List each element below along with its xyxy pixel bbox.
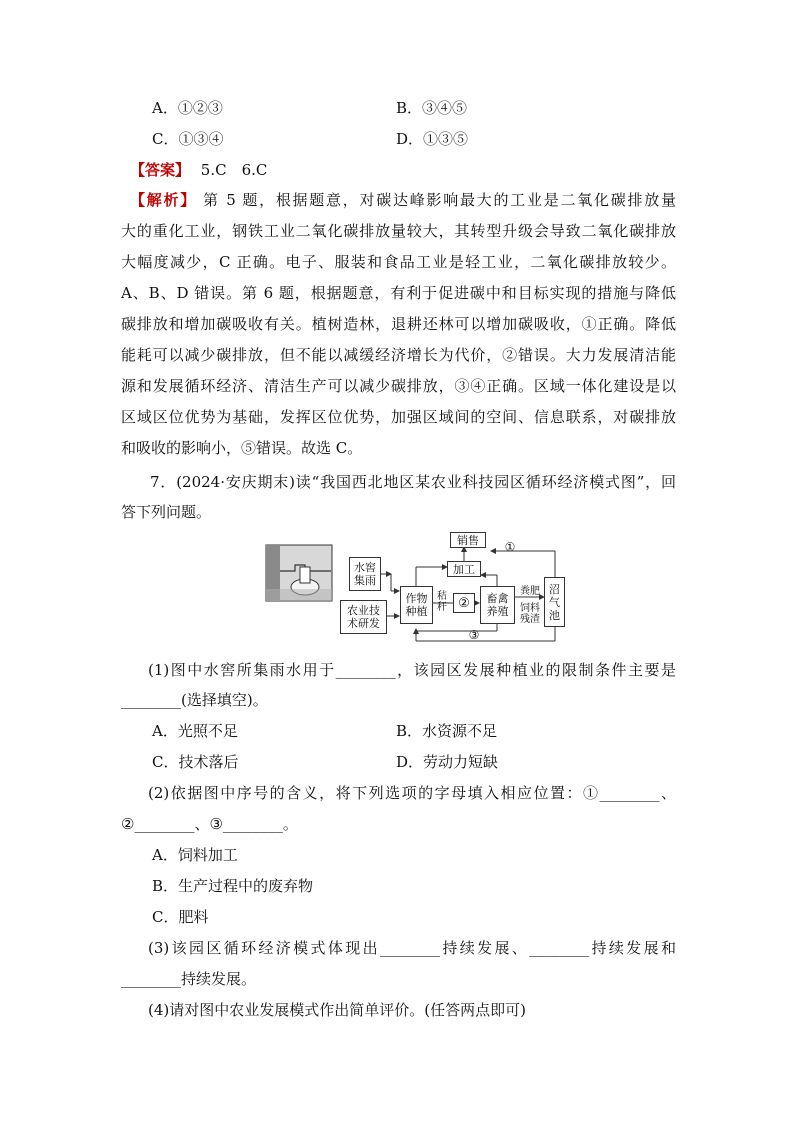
analysis-text-1: 第 5 题，根据题意，对碳达峰影响最大的工业是二氧化碳排放量 <box>203 191 676 209</box>
sub2-option-a: A．饲料加工 <box>152 846 238 864</box>
answer-tag: 【答案】 <box>130 161 191 179</box>
analysis-line-9: 和吸收的影响小，⑤错误。故选 C。 <box>121 439 363 457</box>
option-b: B．③④⑤ <box>396 99 468 117</box>
sub1-option-a: A．光照不足 <box>152 722 238 740</box>
option-d: D．①③⑤ <box>396 130 469 148</box>
sales-label: 销售 <box>457 533 479 547</box>
sub1-option-d: D．劳动力短缺 <box>396 753 499 771</box>
sales-box <box>450 532 486 548</box>
agri-tech-box <box>340 600 387 634</box>
water-cellar-label: 水窖 集雨 <box>354 561 376 587</box>
agri-tech-label: 农业技 术研发 <box>347 604 380 630</box>
circle-2-box <box>453 593 475 613</box>
sub1-option-c: C．技术落后 <box>152 753 239 771</box>
sub1-option-b: B．水资源不足 <box>396 722 498 740</box>
analysis-line-8: 区域区位优势为基础，发挥区位优势，加强区域间的空间、信息联系，对碳排放 <box>121 408 676 426</box>
processing-box <box>447 561 481 577</box>
answer-line <box>130 160 685 180</box>
question-7-line-2: 答下列问题。 <box>121 503 212 521</box>
analysis-line-5: 碳排放和增加碳吸收有关。植树造林，退耕还林可以增加碳吸收，①正确。降低 <box>121 315 676 333</box>
livestock-label: 畜禽 养殖 <box>486 592 509 618</box>
sub1-line-2: ________(选择填空)。 <box>121 691 268 709</box>
circular-economy-diagram <box>265 531 565 646</box>
option-c: C．①③④ <box>152 130 224 148</box>
analysis-line-6: 能耗可以减少碳排放，但不能以减缓经济增长为代价，②错误。大力发展清洁能 <box>121 346 676 364</box>
crops-label: 作物 种植 <box>405 592 428 618</box>
sub3-line-1: (3)该园区循环经济模式体现出________持续发展、________持续发展和 <box>148 939 676 957</box>
analysis-line-2: 大的重化工业，钢铁工业二氧化碳排放量较大，其转型升级会导致二氧化碳排放 <box>121 222 676 240</box>
analysis-line-7: 源和发展循环经济、清洁生产可以减少碳排放，③④正确。区域一体化建设是以 <box>121 377 676 395</box>
question-7-line-1: 7．(2024·安庆期末)读“我国西北地区某农业科技园区循环经济模式图”，回 <box>150 473 676 491</box>
analysis-line-1 <box>130 190 676 210</box>
analysis-line-4: A、B、D 错误。第 6 题，根据题意，有利于促进碳中和目标实现的措施与降低 <box>121 284 676 302</box>
analysis-line-3: 大幅度减少，C 正确。电子、服装和食品工业是轻工业，二氧化碳排放较少。 <box>121 253 676 271</box>
feed-residue-label: 饲料 残渣 <box>520 603 540 625</box>
crops-box <box>400 586 433 624</box>
manure-label: 粪肥 <box>520 586 540 597</box>
sub4-line-1: (4)请对图中农业发展模式作出简单评价。(任答两点即可) <box>148 1001 526 1019</box>
sub3-line-2: ________持续发展。 <box>121 970 257 988</box>
sub1-line-1: (1)图中水窖所集雨水用于________，该园区发展种植业的限制条件主要是 <box>148 661 676 679</box>
biogas-box <box>544 577 565 627</box>
straw-label: 秸 秆 <box>437 591 447 613</box>
analysis-tag: 【解析】 <box>130 191 197 209</box>
livestock-box <box>480 586 515 624</box>
processing-label: 加工 <box>453 562 475 576</box>
water-cellar-box <box>349 557 381 591</box>
circle-2-label: ② <box>458 595 470 611</box>
sub2-option-c: C．肥料 <box>152 908 209 926</box>
circle-3-label: ③ <box>468 628 480 642</box>
biogas-label: 沼 气 池 <box>549 582 560 622</box>
option-a: A．①②③ <box>152 99 223 117</box>
sub2-line-1: (2)依据图中序号的含义，将下列选项的字母填入相应位置：①________、 <box>148 784 676 802</box>
sub2-line-2: ②________、③________。 <box>121 815 298 833</box>
sub2-option-b: B．生产过程中的废弃物 <box>152 877 314 895</box>
water-cellar-picture <box>266 545 332 601</box>
answer-text: 5.C 6.C <box>200 161 268 179</box>
circle-1-label: ① <box>504 540 516 554</box>
